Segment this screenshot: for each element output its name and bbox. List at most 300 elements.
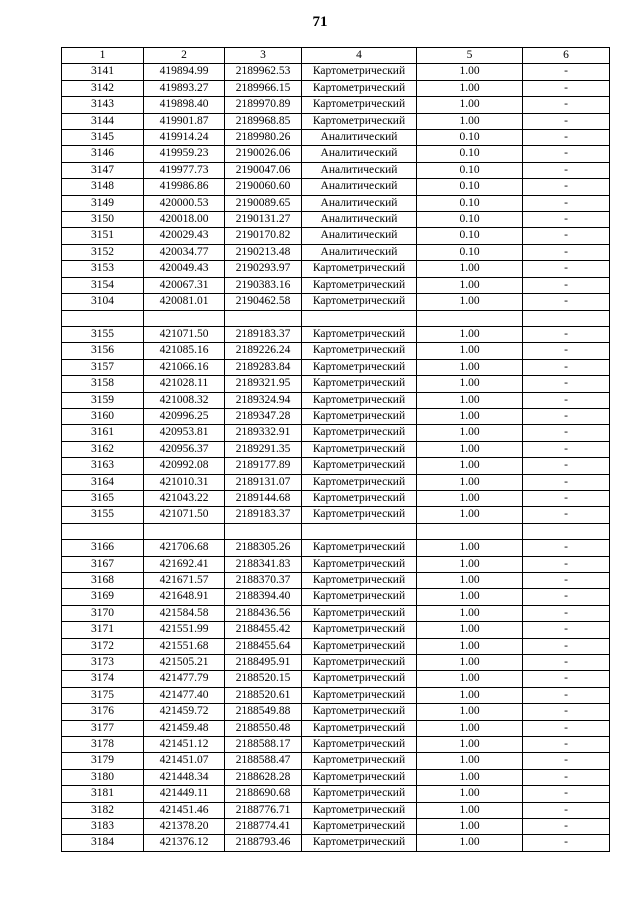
table-row [62, 671, 610, 687]
note-cell: - [523, 97, 610, 113]
x-coordinate-cell: 421008.32 [144, 392, 225, 408]
table-row [62, 441, 610, 457]
y-coordinate-cell: 2189968.85 [225, 113, 302, 129]
method-cell: Картометрический [302, 474, 417, 490]
x-coordinate-cell: 421066.16 [144, 359, 225, 375]
table-row [62, 819, 610, 835]
point-number-cell: 3104 [62, 294, 144, 310]
table-row [62, 146, 610, 162]
table-row [62, 228, 610, 244]
point-number-cell: 3157 [62, 359, 144, 375]
point-number-cell: 3177 [62, 720, 144, 736]
x-coordinate-cell: 420049.43 [144, 261, 225, 277]
y-coordinate-cell: 2190462.58 [225, 294, 302, 310]
y-coordinate-cell: 2188776.71 [225, 802, 302, 818]
point-number-cell: 3172 [62, 638, 144, 654]
note-cell: - [523, 737, 610, 753]
method-cell: Картометрический [302, 720, 417, 736]
method-cell: Картометрический [302, 655, 417, 671]
y-coordinate-cell: 2189183.37 [225, 326, 302, 342]
x-coordinate-cell: 421477.40 [144, 687, 225, 703]
note-cell: - [523, 228, 610, 244]
point-number-cell: 3147 [62, 162, 144, 178]
accuracy-cell: 1.00 [417, 655, 523, 671]
note-cell: - [523, 359, 610, 375]
point-number-cell: 3144 [62, 113, 144, 129]
method-cell: Картометрический [302, 507, 417, 523]
accuracy-cell: 1.00 [417, 80, 523, 96]
note-cell: - [523, 162, 610, 178]
note-cell: - [523, 408, 610, 424]
note-cell: - [523, 244, 610, 260]
y-coordinate-cell: 2189347.28 [225, 408, 302, 424]
accuracy-cell: 1.00 [417, 802, 523, 818]
note-cell: - [523, 474, 610, 490]
note-cell: - [523, 113, 610, 129]
point-number-cell: 3155 [62, 326, 144, 342]
x-coordinate-cell: 421671.57 [144, 572, 225, 588]
note-cell: - [523, 671, 610, 687]
method-cell: Картометрический [302, 540, 417, 556]
table-row [62, 458, 610, 474]
accuracy-cell: 1.00 [417, 490, 523, 506]
method-cell: Картометрический [302, 556, 417, 572]
x-coordinate-cell: 419893.27 [144, 80, 225, 96]
accuracy-cell: 1.00 [417, 376, 523, 392]
table-row [62, 343, 610, 359]
x-coordinate-cell: 419898.40 [144, 97, 225, 113]
accuracy-cell: 1.00 [417, 326, 523, 342]
y-coordinate-cell: 2189980.26 [225, 130, 302, 146]
note-cell [523, 310, 610, 326]
accuracy-cell: 1.00 [417, 605, 523, 621]
table-row [62, 589, 610, 605]
x-coordinate-cell: 419914.24 [144, 130, 225, 146]
accuracy-cell: 1.00 [417, 638, 523, 654]
accuracy-cell: 1.00 [417, 769, 523, 785]
point-number-cell [62, 523, 144, 539]
table-row [62, 97, 610, 113]
accuracy-cell: 1.00 [417, 835, 523, 851]
table-row [62, 704, 610, 720]
x-coordinate-cell: 421028.11 [144, 376, 225, 392]
x-coordinate-cell: 420029.43 [144, 228, 225, 244]
accuracy-cell: 0.10 [417, 146, 523, 162]
method-cell: Картометрический [302, 769, 417, 785]
table-row [62, 737, 610, 753]
note-cell: - [523, 769, 610, 785]
y-coordinate-cell: 2188370.37 [225, 572, 302, 588]
x-coordinate-cell [144, 523, 225, 539]
y-coordinate-cell: 2190131.27 [225, 212, 302, 228]
method-cell: Картометрический [302, 277, 417, 293]
method-cell: Картометрический [302, 392, 417, 408]
note-cell: - [523, 376, 610, 392]
table-separator-row [62, 310, 610, 326]
accuracy-cell: 1.00 [417, 113, 523, 129]
accuracy-cell: 1.00 [417, 458, 523, 474]
note-cell: - [523, 392, 610, 408]
method-cell: Картометрический [302, 294, 417, 310]
table-row [62, 638, 610, 654]
y-coordinate-cell: 2189962.53 [225, 64, 302, 80]
method-cell: Картометрический [302, 622, 417, 638]
accuracy-cell: 1.00 [417, 622, 523, 638]
accuracy-cell: 1.00 [417, 64, 523, 80]
method-cell: Картометрический [302, 441, 417, 457]
note-cell: - [523, 638, 610, 654]
y-coordinate-cell: 2188520.61 [225, 687, 302, 703]
y-coordinate-cell: 2190089.65 [225, 195, 302, 211]
table-row [62, 130, 610, 146]
x-coordinate-cell: 421378.20 [144, 819, 225, 835]
point-number-cell: 3159 [62, 392, 144, 408]
note-cell: - [523, 819, 610, 835]
point-number-cell: 3181 [62, 786, 144, 802]
method-cell: Аналитический [302, 130, 417, 146]
table-row [62, 540, 610, 556]
y-coordinate-cell: 2188394.40 [225, 589, 302, 605]
method-cell: Аналитический [302, 195, 417, 211]
point-number-cell: 3154 [62, 277, 144, 293]
accuracy-cell: 1.00 [417, 343, 523, 359]
accuracy-cell: 0.10 [417, 195, 523, 211]
accuracy-cell: 1.00 [417, 474, 523, 490]
point-number-cell: 3143 [62, 97, 144, 113]
point-number-cell: 3163 [62, 458, 144, 474]
method-cell: Картометрический [302, 376, 417, 392]
note-cell: - [523, 687, 610, 703]
table-row [62, 556, 610, 572]
point-number-cell: 3183 [62, 819, 144, 835]
method-cell: Картометрический [302, 458, 417, 474]
table-row [62, 212, 610, 228]
table-row [62, 261, 610, 277]
y-coordinate-cell: 2188455.64 [225, 638, 302, 654]
method-cell: Картометрический [302, 638, 417, 654]
method-cell: Картометрический [302, 80, 417, 96]
accuracy-cell: 1.00 [417, 507, 523, 523]
y-coordinate-cell: 2190026.06 [225, 146, 302, 162]
accuracy-cell: 0.10 [417, 162, 523, 178]
table-row [62, 64, 610, 80]
table-header-row [62, 48, 610, 64]
x-coordinate-cell: 421706.68 [144, 540, 225, 556]
x-coordinate-cell: 420067.31 [144, 277, 225, 293]
y-coordinate-cell: 2190170.82 [225, 228, 302, 244]
point-number-cell: 3153 [62, 261, 144, 277]
point-number-cell: 3142 [62, 80, 144, 96]
note-cell: - [523, 490, 610, 506]
x-coordinate-cell: 420992.08 [144, 458, 225, 474]
y-coordinate-cell: 2188305.26 [225, 540, 302, 556]
point-number-cell: 3173 [62, 655, 144, 671]
note-cell: - [523, 195, 610, 211]
accuracy-cell: 1.00 [417, 294, 523, 310]
note-cell: - [523, 786, 610, 802]
table-row [62, 786, 610, 802]
accuracy-cell: 1.00 [417, 687, 523, 703]
accuracy-cell: 1.00 [417, 277, 523, 293]
method-cell [302, 523, 417, 539]
point-number-cell: 3151 [62, 228, 144, 244]
method-cell: Картометрический [302, 786, 417, 802]
y-coordinate-cell: 2189183.37 [225, 507, 302, 523]
y-coordinate-cell: 2188550.48 [225, 720, 302, 736]
note-cell: - [523, 146, 610, 162]
y-coordinate-cell: 2188774.41 [225, 819, 302, 835]
point-number-cell: 3169 [62, 589, 144, 605]
point-number-cell: 3158 [62, 376, 144, 392]
table-row [62, 80, 610, 96]
method-cell: Картометрический [302, 490, 417, 506]
point-number-cell: 3175 [62, 687, 144, 703]
point-number-cell: 3152 [62, 244, 144, 260]
x-coordinate-cell: 421043.22 [144, 490, 225, 506]
note-cell: - [523, 802, 610, 818]
accuracy-cell: 1.00 [417, 425, 523, 441]
table-row [62, 359, 610, 375]
x-coordinate-cell: 421010.31 [144, 474, 225, 490]
accuracy-cell: 1.00 [417, 589, 523, 605]
y-coordinate-cell: 2188793.46 [225, 835, 302, 851]
accuracy-cell: 0.10 [417, 228, 523, 244]
table-row [62, 622, 610, 638]
x-coordinate-cell: 421459.72 [144, 704, 225, 720]
table-row [62, 392, 610, 408]
method-cell [302, 310, 417, 326]
point-number-cell: 3182 [62, 802, 144, 818]
method-cell: Картометрический [302, 687, 417, 703]
y-coordinate-cell: 2188455.42 [225, 622, 302, 638]
x-coordinate-cell: 421584.58 [144, 605, 225, 621]
accuracy-cell: 1.00 [417, 261, 523, 277]
point-number-cell: 3146 [62, 146, 144, 162]
header-cell: 5 [417, 48, 523, 64]
method-cell: Аналитический [302, 162, 417, 178]
x-coordinate-cell: 421451.46 [144, 802, 225, 818]
accuracy-cell: 1.00 [417, 408, 523, 424]
table-row [62, 408, 610, 424]
note-cell: - [523, 179, 610, 195]
method-cell: Картометрический [302, 704, 417, 720]
y-coordinate-cell: 2189966.15 [225, 80, 302, 96]
x-coordinate-cell: 421451.12 [144, 737, 225, 753]
note-cell: - [523, 622, 610, 638]
x-coordinate-cell: 419894.99 [144, 64, 225, 80]
y-coordinate-cell: 2188495.91 [225, 655, 302, 671]
point-number-cell: 3176 [62, 704, 144, 720]
table-row [62, 277, 610, 293]
point-number-cell: 3168 [62, 572, 144, 588]
y-coordinate-cell: 2188588.47 [225, 753, 302, 769]
method-cell: Картометрический [302, 753, 417, 769]
x-coordinate-cell: 421449.11 [144, 786, 225, 802]
y-coordinate-cell: 2189291.35 [225, 441, 302, 457]
table-row [62, 572, 610, 588]
x-coordinate-cell: 420000.53 [144, 195, 225, 211]
point-number-cell: 3148 [62, 179, 144, 195]
table-row [62, 294, 610, 310]
x-coordinate-cell: 419986.86 [144, 179, 225, 195]
note-cell: - [523, 326, 610, 342]
x-coordinate-cell: 420018.00 [144, 212, 225, 228]
y-coordinate-cell: 2189324.94 [225, 392, 302, 408]
header-cell: 3 [225, 48, 302, 64]
point-number-cell: 3171 [62, 622, 144, 638]
point-number-cell: 3141 [62, 64, 144, 80]
note-cell [523, 523, 610, 539]
method-cell: Аналитический [302, 146, 417, 162]
note-cell: - [523, 835, 610, 851]
method-cell: Аналитический [302, 179, 417, 195]
x-coordinate-cell: 421459.48 [144, 720, 225, 736]
method-cell: Картометрический [302, 671, 417, 687]
note-cell: - [523, 425, 610, 441]
table-row [62, 753, 610, 769]
method-cell: Картометрический [302, 572, 417, 588]
x-coordinate-cell: 419959.23 [144, 146, 225, 162]
y-coordinate-cell: 2189332.91 [225, 425, 302, 441]
note-cell: - [523, 212, 610, 228]
x-coordinate-cell: 420996.25 [144, 408, 225, 424]
method-cell: Картометрический [302, 359, 417, 375]
accuracy-cell: 1.00 [417, 97, 523, 113]
note-cell: - [523, 507, 610, 523]
y-coordinate-cell [225, 523, 302, 539]
y-coordinate-cell: 2188520.15 [225, 671, 302, 687]
point-number-cell [62, 310, 144, 326]
note-cell: - [523, 720, 610, 736]
accuracy-cell: 1.00 [417, 737, 523, 753]
point-number-cell: 3145 [62, 130, 144, 146]
note-cell: - [523, 441, 610, 457]
method-cell: Картометрический [302, 737, 417, 753]
y-coordinate-cell: 2190060.60 [225, 179, 302, 195]
table-row [62, 326, 610, 342]
table-row [62, 655, 610, 671]
note-cell: - [523, 80, 610, 96]
x-coordinate-cell: 420081.01 [144, 294, 225, 310]
note-cell: - [523, 589, 610, 605]
table-row [62, 687, 610, 703]
y-coordinate-cell: 2188588.17 [225, 737, 302, 753]
y-coordinate-cell: 2190213.48 [225, 244, 302, 260]
note-cell: - [523, 130, 610, 146]
table-row [62, 835, 610, 851]
note-cell: - [523, 458, 610, 474]
point-number-cell: 3164 [62, 474, 144, 490]
header-cell: 1 [62, 48, 144, 64]
x-coordinate-cell: 421071.50 [144, 507, 225, 523]
y-coordinate-cell: 2189970.89 [225, 97, 302, 113]
point-number-cell: 3166 [62, 540, 144, 556]
method-cell: Картометрический [302, 802, 417, 818]
method-cell: Аналитический [302, 228, 417, 244]
x-coordinate-cell: 421551.68 [144, 638, 225, 654]
header-cell: 2 [144, 48, 225, 64]
x-coordinate-cell: 421451.07 [144, 753, 225, 769]
x-coordinate-cell: 420034.77 [144, 244, 225, 260]
table-body [62, 48, 610, 852]
table-row [62, 195, 610, 211]
accuracy-cell: 1.00 [417, 441, 523, 457]
note-cell: - [523, 261, 610, 277]
y-coordinate-cell: 2188549.88 [225, 704, 302, 720]
note-cell: - [523, 605, 610, 621]
point-number-cell: 3174 [62, 671, 144, 687]
x-coordinate-cell: 421692.41 [144, 556, 225, 572]
point-number-cell: 3160 [62, 408, 144, 424]
page-number: 71 [312, 14, 328, 30]
y-coordinate-cell: 2188341.83 [225, 556, 302, 572]
method-cell: Картометрический [302, 326, 417, 342]
method-cell: Картометрический [302, 97, 417, 113]
point-number-cell: 3184 [62, 835, 144, 851]
x-coordinate-cell [144, 310, 225, 326]
method-cell: Аналитический [302, 244, 417, 260]
y-coordinate-cell: 2189177.89 [225, 458, 302, 474]
table-row [62, 490, 610, 506]
accuracy-cell: 0.10 [417, 244, 523, 260]
note-cell: - [523, 64, 610, 80]
method-cell: Картометрический [302, 819, 417, 835]
accuracy-cell [417, 523, 523, 539]
y-coordinate-cell: 2189321.95 [225, 376, 302, 392]
method-cell: Картометрический [302, 113, 417, 129]
accuracy-cell: 1.00 [417, 819, 523, 835]
table-separator-row [62, 523, 610, 539]
note-cell: - [523, 704, 610, 720]
x-coordinate-cell: 421551.99 [144, 622, 225, 638]
accuracy-cell: 1.00 [417, 753, 523, 769]
table-row [62, 769, 610, 785]
header-cell: 4 [302, 48, 417, 64]
accuracy-cell: 0.10 [417, 212, 523, 228]
accuracy-cell: 1.00 [417, 392, 523, 408]
point-number-cell: 3150 [62, 212, 144, 228]
table-row [62, 720, 610, 736]
note-cell: - [523, 556, 610, 572]
method-cell: Картометрический [302, 425, 417, 441]
accuracy-cell: 1.00 [417, 704, 523, 720]
y-coordinate-cell: 2189283.84 [225, 359, 302, 375]
note-cell: - [523, 343, 610, 359]
point-number-cell: 3156 [62, 343, 144, 359]
y-coordinate-cell: 2190383.16 [225, 277, 302, 293]
x-coordinate-cell: 421376.12 [144, 835, 225, 851]
table-row [62, 425, 610, 441]
point-number-cell: 3165 [62, 490, 144, 506]
y-coordinate-cell [225, 310, 302, 326]
x-coordinate-cell: 421448.34 [144, 769, 225, 785]
x-coordinate-cell: 419977.73 [144, 162, 225, 178]
x-coordinate-cell: 421505.21 [144, 655, 225, 671]
point-number-cell: 3167 [62, 556, 144, 572]
y-coordinate-cell: 2188628.28 [225, 769, 302, 785]
table-row [62, 802, 610, 818]
accuracy-cell: 1.00 [417, 572, 523, 588]
accuracy-cell: 1.00 [417, 359, 523, 375]
x-coordinate-cell: 421648.91 [144, 589, 225, 605]
header-cell: 6 [523, 48, 610, 64]
y-coordinate-cell: 2189226.24 [225, 343, 302, 359]
x-coordinate-cell: 420953.81 [144, 425, 225, 441]
point-number-cell: 3180 [62, 769, 144, 785]
x-coordinate-cell: 419901.87 [144, 113, 225, 129]
note-cell: - [523, 277, 610, 293]
method-cell: Картометрический [302, 343, 417, 359]
